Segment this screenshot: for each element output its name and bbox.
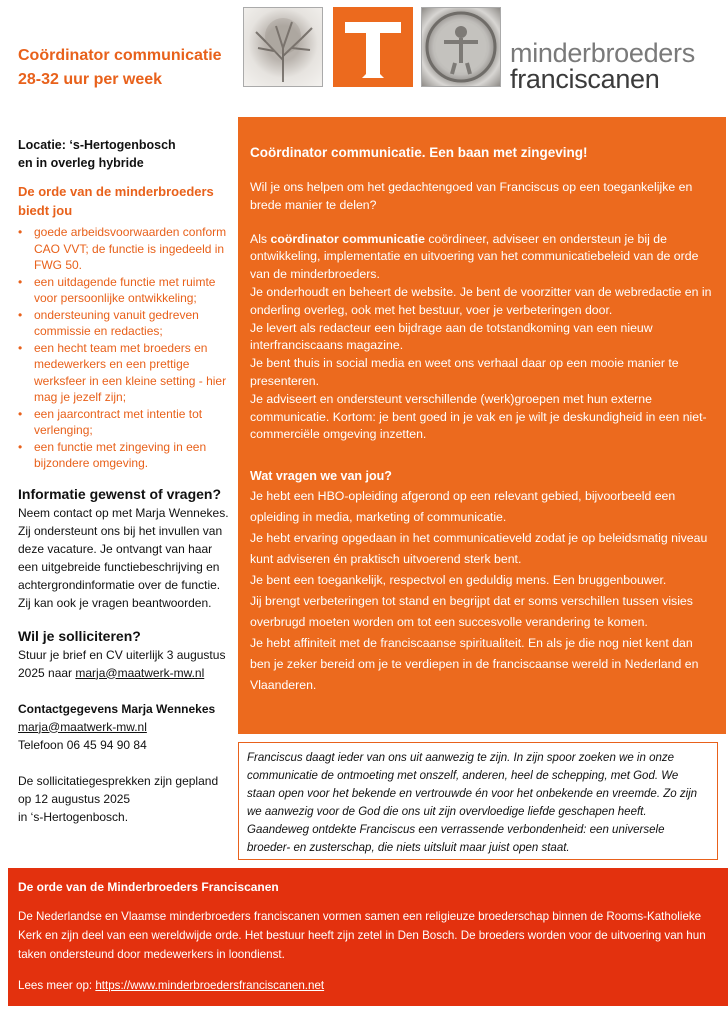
job-title-line1: Coördinator communicatie bbox=[18, 47, 222, 64]
apply-heading: Wil je solliciteren? bbox=[18, 627, 141, 644]
brand-wordmark-line2: franciscanen bbox=[510, 64, 660, 94]
panel-role-als: Als bbox=[250, 231, 271, 246]
contact-email-link[interactable]: marja@maatwerk-mw.nl bbox=[18, 719, 147, 734]
benefit-item: • een hecht team met broeders en medewerkers en een prettige werksfeer in een kleine setting - hier mag je jezelf zijn; bbox=[18, 340, 234, 406]
read-more bbox=[18, 976, 718, 995]
benefit-item: • goede arbeidsvoorwaarden conform CAO VVT; de functie is ingedeeld in FWG 50. bbox=[18, 224, 234, 274]
saint-medal-image bbox=[421, 7, 501, 87]
brand-wordmark-line1: minderbroeders bbox=[510, 38, 695, 68]
panel-role bbox=[250, 231, 714, 284]
info-body: Neem contact op met Marja Wennekes. Zij ondersteunt ons bij het invullen van deze vacature. Je ontvangt van haar een uitgebreide functiebeschrijving en achtergrondinformatie over de functie. Zij kan ook je vragen beantwoorden. bbox=[18, 505, 229, 610]
interview-line1: De sollicitatiegesprekken zijn gepland bbox=[18, 773, 219, 788]
offer-heading bbox=[18, 182, 234, 220]
interview-line2: op 12 augustus 2025 bbox=[18, 791, 131, 806]
apply-body bbox=[18, 646, 234, 682]
job-title bbox=[18, 44, 248, 92]
panel-role-bold: coördinator communicatie bbox=[270, 231, 425, 246]
apply-text: Stuur je brief en CV uiterlijk 3 augustus 2025 naar bbox=[18, 647, 226, 680]
panel-heading: Coördinator communicatie. Een baan met zingeving! bbox=[250, 145, 588, 160]
requirements-list bbox=[250, 486, 714, 696]
requirement-item: Je hebt affiniteit met de franciscaanse spiritualiteit. En als je die nog niet kent dan ben je zeker bereid om je te verdiepen in de franciscaanse wereld in Nederland en Vlaanderen. bbox=[250, 636, 699, 693]
benefit-item: • een jaarcontract met intentie tot verlenging; bbox=[18, 406, 234, 439]
task-item: Je adviseert en ondersteunt verschillende (werk)groepen met hun externe communicatie. Kortom: je bent goed in je vak en je wilt je deskundigheid in een niet-commerciële omgeving inzetten. bbox=[250, 391, 707, 442]
requirement-item: Je hebt ervaring opgedaan in het communicatieveld zodat je op beleidsmatig niveau kunt adviseren én praktisch uitvoerend sterk bent. bbox=[250, 531, 708, 567]
apply-email-link[interactable]: marja@maatwerk-mw.nl bbox=[75, 665, 205, 680]
task-item: Je bent thuis in social media en weet ons verhaal daar op een mooie manier te presenteren. bbox=[250, 356, 679, 388]
read-more-label: Lees meer op: bbox=[18, 979, 96, 992]
offer-heading-line2: biedt jou bbox=[18, 203, 73, 218]
task-item: Je onderhoudt en beheert de website. Je bent de voorzitter van de webredactie en in onderling overleg, ook met het bestuur, voer je verbeteringen door. bbox=[250, 284, 712, 317]
interview-info bbox=[18, 772, 234, 826]
job-hours: 28-32 uur per week bbox=[18, 71, 163, 88]
tau-cross-logo bbox=[333, 7, 413, 87]
info-heading: Informatie gewenst of vragen? bbox=[18, 485, 222, 502]
panel-role-rest: coördineer, adviseer en ondersteun je bij de ontwikkeling, implementatie en uitvoering van het communicatiebeleid van de orde van de minderbroeders. bbox=[250, 231, 699, 282]
requirement-item: Je bent een toegankelijk, respectvol en geduldig mens. Een bruggenbouwer. bbox=[250, 573, 667, 588]
quote-text: Franciscus daagt ieder van ons uit aanwezig te zijn. In zijn spoor zoeken we in onze communicatie de ontmoeting met onszelf, anderen, heel de schepping, met God. We staan open voor het bekende en vertrouwde én voor het onbekende en vreemde. Zo zijn we aanwezig voor de God die ons uit zijn overvloedige liefde geschapen heeft. Gaandeweg ontdekte Franciscus een verrassende verbondenheid: een universele broeder- en zusterschap, die niets uitsluit maar juist open staat. bbox=[247, 752, 698, 854]
requirement-item: Je hebt een HBO-opleiding afgerond op een relevant gebied, bijvoorbeeld een opleiding in media, marketing of communicatie. bbox=[250, 489, 676, 525]
about-order-footer bbox=[8, 868, 728, 1006]
contact-heading: Contactgegevens Marja Wennekes bbox=[18, 701, 216, 716]
task-item: Je levert als redacteur een bijdrage aan de totstandkoming van een nieuw interfranciscaans magazine. bbox=[250, 320, 653, 353]
contact-details bbox=[18, 718, 234, 754]
panel-intro: Wil je ons helpen om het gedachtengoed van Franciscus op een toegankelijke en brede manier te delen? bbox=[250, 180, 693, 212]
benefits-list bbox=[18, 224, 234, 472]
interview-line3: in ‘s-Hertogenbosch. bbox=[18, 809, 129, 824]
footer-body: De Nederlandse en Vlaamse minderbroeders franciscanen vormen samen een religieuze broederschap binnen de Rooms-Katholieke Kerk en zijn deel van een wereldwijde orde. Het bestuur heeft zijn zetel in Den Bosch. De broeders worden voor de uitvoering van hun taken ondersteund door medewerkers in loondienst. bbox=[18, 910, 706, 961]
location-line1: Locatie: ‘s-Hertogenbosch bbox=[18, 138, 176, 152]
benefit-item: • een functie met zingeving in een bijzondere omgeving. bbox=[18, 439, 234, 472]
contact-phone: Telefoon 06 45 94 90 84 bbox=[18, 737, 147, 752]
tree-artwork-image bbox=[243, 7, 323, 87]
left-column bbox=[18, 136, 234, 840]
website-link[interactable]: https://www.minderbroedersfranciscanen.net bbox=[95, 979, 325, 992]
location-line2: en in overleg hybride bbox=[18, 156, 144, 170]
offer-heading-line1: De orde van de minderbroeders bbox=[18, 184, 214, 199]
benefit-item: • een uitdagende functie met ruimte voor persoonlijke ontwikkeling; bbox=[18, 274, 234, 307]
requirement-item: Jij brengt verbeteringen tot stand en begrijpt dat er soms verschillen tussen visies overbrugd moeten worden om tot een succesvolle verandering te komen. bbox=[250, 594, 693, 630]
footer-heading: De orde van de Minderbroeders Franciscanen bbox=[18, 880, 279, 894]
requirements-heading: Wat vragen we van jou? bbox=[250, 469, 392, 484]
franciscus-quote-box bbox=[238, 742, 718, 860]
job-description-panel bbox=[238, 117, 726, 734]
benefit-item: • ondersteuning vanuit gedreven commissie en redacties; bbox=[18, 307, 234, 340]
